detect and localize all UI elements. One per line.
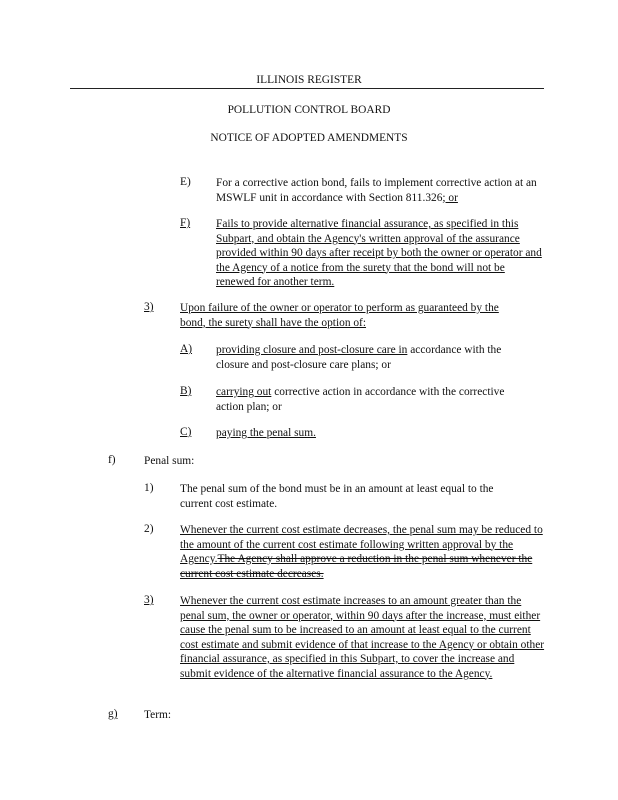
item-f-upper-text: Fails to provide alternative financial assurance, as specified in this Subpart, and obtain the Agency's written approval of the assurance provided within 90 days after receipt by both the owner or operator and the Agency of a notice from the surety that the bond will not be renewed for another term. bbox=[216, 218, 542, 288]
item-f2-inserted: Whenever the current cost estimate decreases, the penal sum may be reduced to the amount of the current cost estimate following written approval by the Agency. bbox=[180, 524, 543, 565]
item-f-label: f) bbox=[108, 454, 116, 466]
item-b-text bbox=[216, 385, 528, 414]
header-rule bbox=[70, 88, 544, 89]
item-f1-label: 1) bbox=[144, 482, 154, 494]
item-f-upper-label: F) bbox=[180, 217, 191, 229]
item-e3-label: 3) bbox=[144, 301, 154, 313]
register-title: ILLINOIS REGISTER bbox=[256, 74, 362, 86]
item-c-label: C) bbox=[180, 426, 192, 438]
item-e-text bbox=[216, 176, 546, 205]
item-f1-text: The penal sum of the bond must be in an amount at least equal to the current cost estimate. bbox=[180, 483, 494, 510]
item-e-body: For a corrective action bond, fails to implement corrective action at an MSWLF unit in accordance with Section 811.326 bbox=[216, 177, 537, 204]
item-e-inserted: ; or bbox=[442, 191, 458, 204]
item-b-label: B) bbox=[180, 385, 192, 397]
item-a-rest: accordance with the closure and post-closure care plans; or bbox=[216, 344, 502, 371]
item-f3-label: 3) bbox=[144, 594, 154, 606]
notice-title: NOTICE OF ADOPTED AMENDMENTS bbox=[210, 132, 408, 144]
item-e3-text: Upon failure of the owner or operator to perform as guaranteed by the bond, the surety shall have the option of: bbox=[180, 302, 499, 329]
item-a-text bbox=[216, 343, 528, 372]
item-f3-text: Whenever the current cost estimate increases to an amount greater than the penal sum, the owner or operator, within 90 days after the increase, must either cause the penal sum to be increased to an amount at least equal to the current cost estimate and submit evidence of that increase to the Agency or obtain other financial assurance, as specified in this Subpart, to cover the increase and submit evidence of the alternative financial assurance to the Agency. bbox=[180, 595, 545, 680]
item-a-label: A) bbox=[180, 343, 193, 355]
item-e-label: E) bbox=[180, 176, 191, 188]
item-f2-deleted: The Agency shall approve a reduction in the penal sum whenever the current cost estimate decreases. bbox=[180, 553, 533, 580]
item-c-text: paying the penal sum. bbox=[216, 427, 316, 439]
item-b-rest: corrective action in accordance with the corrective action plan; or bbox=[216, 386, 505, 413]
item-b-inserted: carrying out bbox=[216, 386, 272, 398]
item-f2-label: 2) bbox=[144, 523, 154, 535]
item-f-text: Penal sum: bbox=[144, 455, 195, 467]
board-title: POLLUTION CONTROL BOARD bbox=[227, 104, 391, 116]
item-f2-text bbox=[180, 523, 546, 581]
item-g-text: Term: bbox=[144, 709, 172, 721]
item-a-inserted: providing closure and post-closure care in bbox=[216, 344, 408, 356]
item-g-label: g) bbox=[108, 708, 118, 720]
